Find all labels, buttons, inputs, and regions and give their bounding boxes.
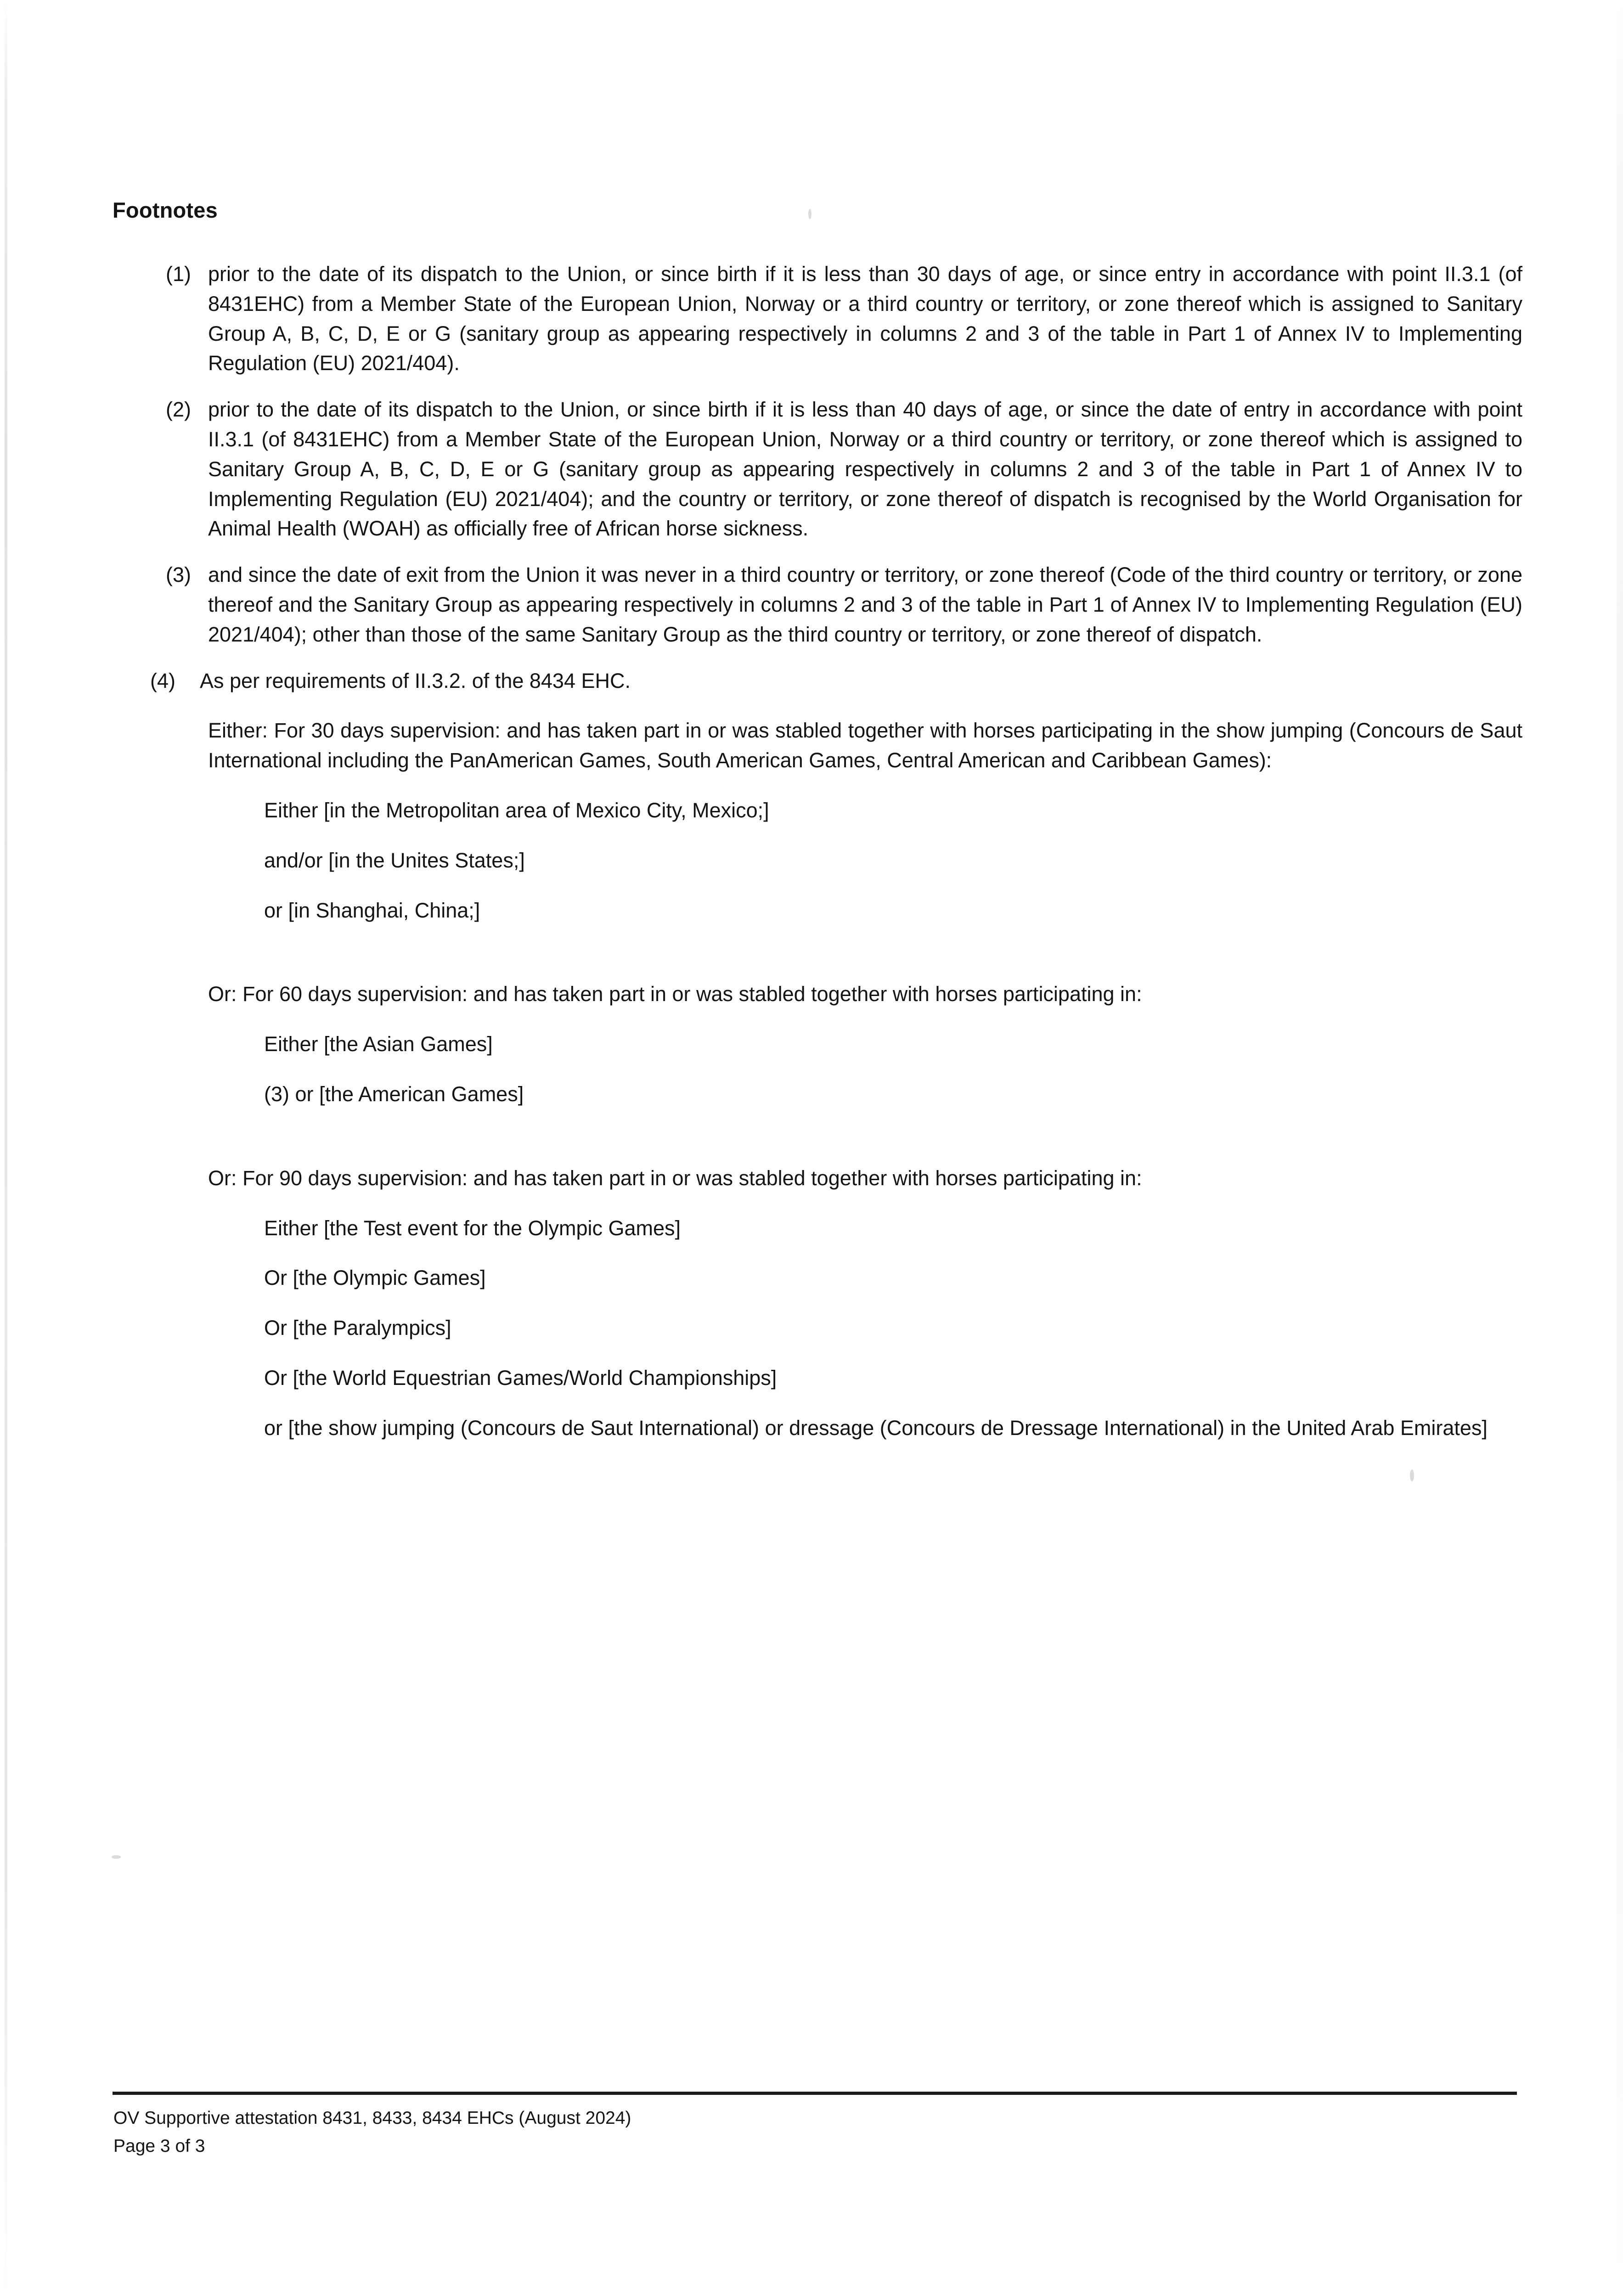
footnote-item [154,259,1522,378]
footnote-text: As per requirements of II.3.2. of the 8434 EHC. [200,669,631,692]
footer-divider [113,2092,1517,2095]
footer-page-number: Page 3 of 3 [113,2136,205,2156]
footnote-text: prior to the date of its dispatch to the Union, or since birth if it is less than 40 days of age, or since the date of entry in accordance with point II.3.1 (of 8431EHC) from a Member State of the European Union, Norway or a third country or territory, or zone thereof which is assigned to Sanitary Group A, B, C, D, E or G (sanitary group as appearing respectively in columns 2 and 3 of the table in Part 1 of Annex IV to Implementing Regulation (EU) 2021/404); and the country or territory, or zone thereof of dispatch is recognised by the World Organisation for Animal Health (WOAH) as officially free of African horse sickness. [208,398,1522,540]
supervision-option: Or [the Paralympics] [264,1316,451,1340]
supervision-option: Either [the Test event for the Olympic Games] [264,1216,681,1240]
supervision-intro-60: Or: For 60 days supervision: and has taken part in or was stabled together with horses participating in: [208,982,1142,1006]
supervision-option: or [in Shanghai, China;] [264,898,480,922]
footnote-item [154,395,1522,544]
page-footer [113,2105,1519,2159]
spacer [113,1109,1522,1144]
footnote-text: and since the date of exit from the Union it was never in a third country or territory, or zone thereof (Code of the third country or territory, or zone thereof and the Sanitary Group as appearing respectively in columns 2 and 3 of the table in Part 1 of Annex IV to Implementing Regulation (EU) 2021/404); other than those of the same Sanitary Group as the third country or territory, or zone thereof of dispatch. [208,563,1522,646]
supervision-option: Either [the Asian Games] [264,1032,493,1056]
footnote-marker: (4) [150,669,175,692]
footnote-marker: (1) [166,262,191,286]
footnote-item [154,560,1522,649]
footnote-marker: (2) [166,398,191,422]
supervision-option: (3) or [the American Games] [264,1082,524,1106]
supervision-option: or [the show jumping (Concours de Saut International) or dressage (Concours de Dressage International) in the United Arab Emirates] [264,1416,1488,1440]
scan-speck [1410,1469,1414,1481]
footnote-marker: (3) [166,563,191,587]
footer-document-reference: OV Supportive attestation 8431, 8433, 8434 EHCs (August 2024) [113,2108,631,2128]
scan-edge-right [1617,0,1623,2296]
scan-speck [112,1855,121,1859]
document-content [113,197,1522,1443]
spacer [113,925,1522,960]
supervision-intro-30: Either: For 30 days supervision: and has taken part in or was stabled together with horses participating in the show jumping (Concours de Saut International including the PanAmerican Games, South American Games, Central American and Caribbean Games): [208,719,1522,772]
page-title: Footnotes [113,198,218,222]
scan-edge-left [5,0,7,2296]
supervision-intro-90: Or: For 90 days supervision: and has taken part in or was stabled together with horses participating in: [208,1166,1142,1190]
supervision-option: and/or [in the Unites States;] [264,848,525,872]
supervision-option: Either [in the Metropolitan area of Mexico City, Mexico;] [264,798,769,822]
supervision-option: Or [the World Equestrian Games/World Championships] [264,1366,777,1390]
footnote-text: prior to the date of its dispatch to the Union, or since birth if it is less than 30 days of age, or since entry in accordance with point II.3.1 (of 8431EHC) from a Member State of the European Union, Norway or a third country or territory, or zone thereof which is assigned to Sanitary Group A, B, C, D, E or G (sanitary group as appearing respectively in columns 2 and 3 of the table in Part 1 of Annex IV to Implementing Regulation (EU) 2021/404). [208,262,1522,375]
footnote-item [146,666,1522,696]
supervision-option: Or [the Olympic Games] [264,1266,486,1290]
